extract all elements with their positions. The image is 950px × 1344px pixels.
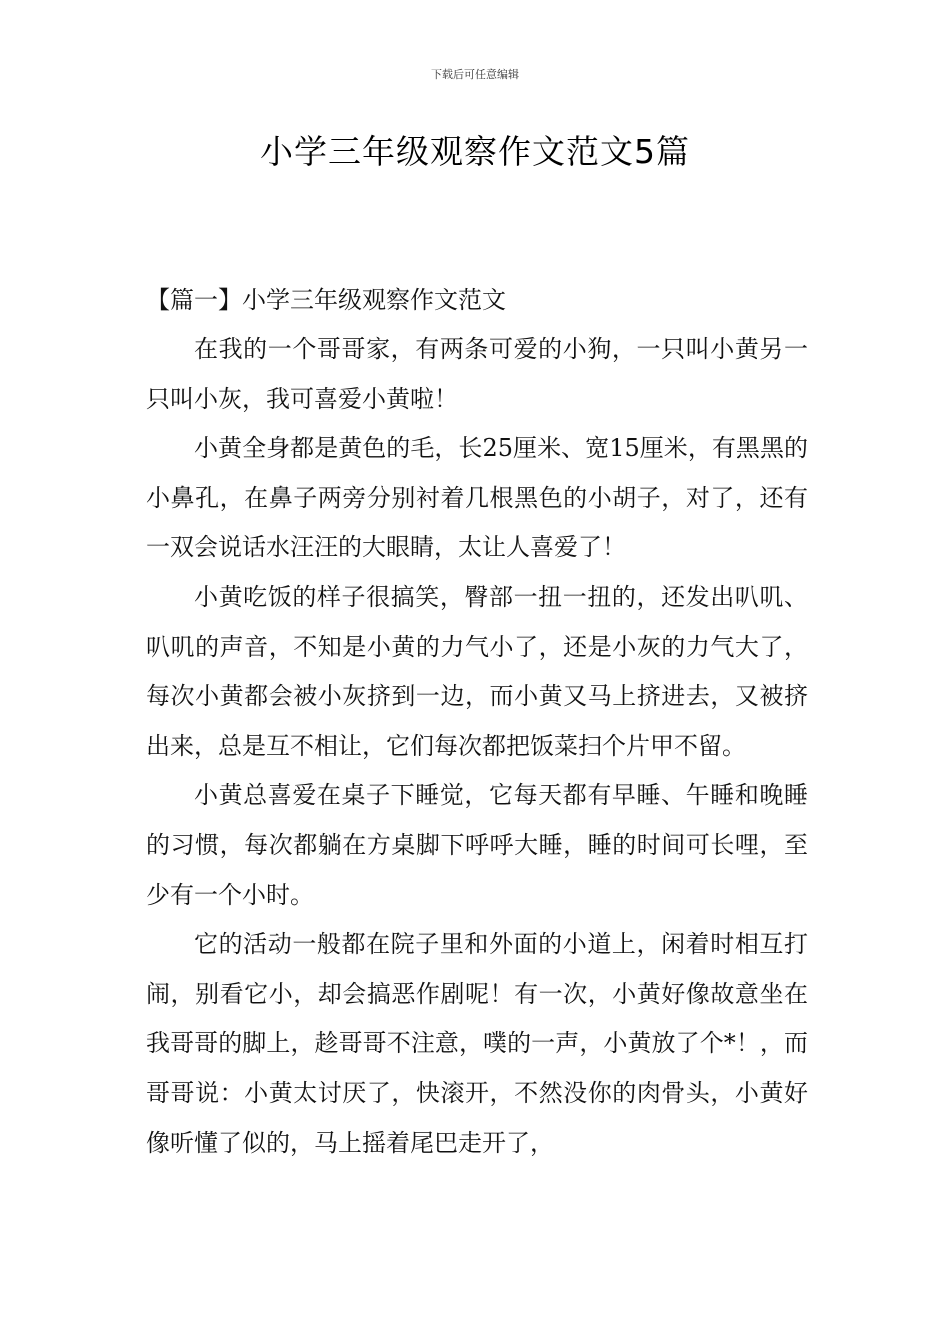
paragraph-2: 小黄全身都是黄色的毛，长25厘米、宽15厘米，有黑黑的小鼻孔，在鼻子两旁分别衬着几根黑色的小胡子，对了，还有一双会说话水汪汪的大眼睛，太让人喜爱了！ — [146, 434, 808, 562]
paragraph-4: 小黄总喜爱在桌子下睡觉，它每天都有早睡、午睡和晚睡的习惯，每次都躺在方桌脚下呼呼大睡，睡的时间可长哩，至少有一个小时。 — [146, 781, 808, 909]
section-heading: 【篇一】小学三年级观察作文范文 — [146, 286, 506, 314]
paragraph-3: 小黄吃饭的样子很搞笑，臀部一扭一扭的，还发出叭叽、叭叽的声音，不知是小黄的力气小了，还是小灰的力气大了，每次小黄都会被小灰挤到一边，而小黄又马上挤进去，又被挤出来，总是互不相让，它们每次都把饭菜扫个片甲不留。 — [146, 582, 808, 760]
paragraph-1: 在我的一个哥哥家，有两条可爱的小狗，一只叫小黄另一只叫小灰，我可喜爱小黄啦！ — [146, 335, 808, 413]
paragraph-5: 它的活动一般都在院子里和外面的小道上，闲着时相互打闹，别看它小，却会搞恶作剧呢！有一次，小黄好像故意坐在我哥哥的脚上，趁哥哥不注意，噗的一声，小黄放了个*！，而哥哥说：小黄太讨厌了，快滚开，不然没你的肉骨头，小黄好像听懂了似的，马上摇着尾巴走开了， — [146, 930, 808, 1157]
header-note: 下载后可任意编辑 — [431, 68, 519, 81]
document-title: 小学三年级观察作文范文5篇 — [260, 132, 690, 171]
document-body — [146, 276, 808, 1168]
